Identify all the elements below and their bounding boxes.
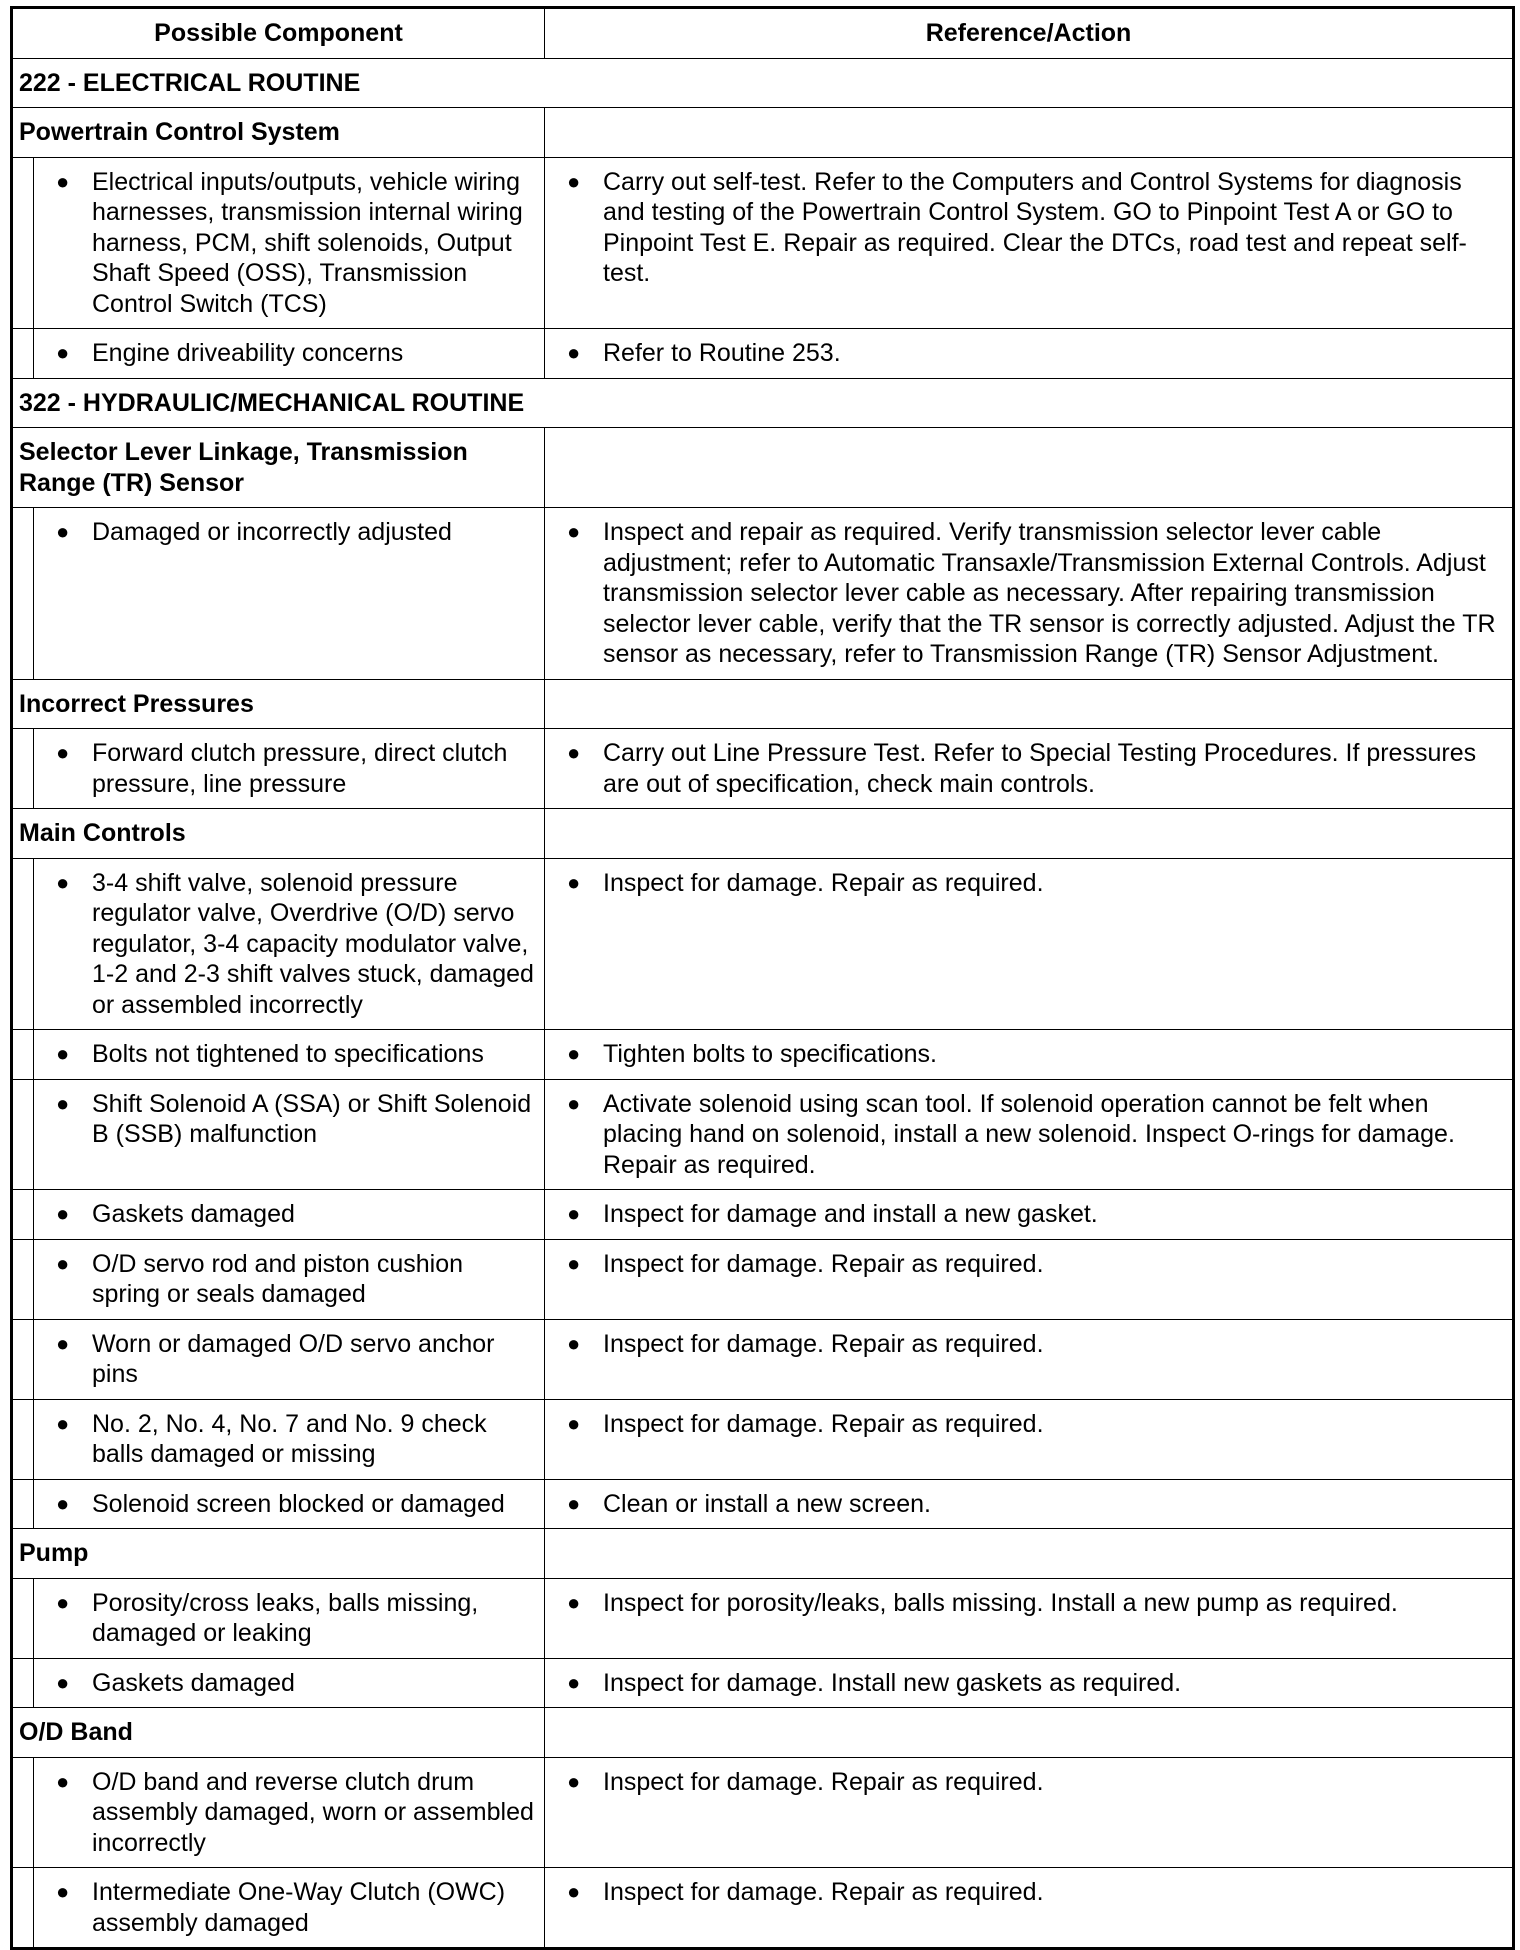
component-text: Electrical inputs/outputs, vehicle wiring harnesses, transmission internal wiring harness, PCM, shift solenoids, Output Shaft Speed (OSS), Transmission Control Switch (TCS) [92,167,523,318]
action-cell [545,1399,1514,1479]
action-text: Carry out self-test. Refer to the Computers and Control Systems for diagnosis and testing of the Powertrain Control System. GO to Pinpoint Test A or GO to Pinpoint Test E. Repair as required. Clear the DTCs, road test and repeat self-test. [603,167,1467,287]
group-title: Pump [12,1529,545,1579]
group-row [12,108,1514,158]
table-row [12,858,1514,1030]
action-cell [545,1239,1514,1319]
component-cell [12,508,545,680]
component-cell [12,1479,545,1529]
diagnosis-table [10,6,1515,1950]
action-cell [545,1658,1514,1708]
table-row [12,729,1514,809]
bullet-icon: ● [567,340,581,365]
action-text: Activate solenoid using scan tool. If solenoid operation cannot be felt when placing hand on solenoid, install a new solenoid. Inspect O-rings for damage. Repair as required. [603,1089,1455,1179]
action-text: Inspect for damage. Repair as required. [603,1329,1044,1358]
action-text: Inspect for damage. Repair as required. [603,1249,1044,1278]
section-title: 222 - ELECTRICAL ROUTINE [12,58,1514,108]
bullet-icon: ● [567,1041,581,1066]
table-header-row [12,8,1514,59]
component-text: O/D band and reverse clutch drum assembly damaged, worn or assembled incorrectly [92,1767,534,1857]
group-empty-cell [545,108,1514,158]
component-cell [12,1757,545,1868]
component-text: Worn or damaged O/D servo anchor pins [92,1329,495,1388]
component-text: Damaged or incorrectly adjusted [92,518,452,546]
bullet-icon: ● [56,1250,70,1276]
component-cell [12,1239,545,1319]
header-possible-component: Possible Component [12,8,545,59]
bullet-icon: ● [567,740,581,765]
table-row [12,1399,1514,1479]
action-cell [545,329,1514,379]
group-row [12,1708,1514,1758]
component-cell [12,858,545,1030]
bullet-icon: ● [567,869,581,895]
group-empty-cell [545,679,1514,729]
section-row [12,58,1514,108]
component-text: Engine driveability concerns [92,339,404,367]
bullet-icon: ● [567,1879,581,1904]
component-text: Gaskets damaged [92,1200,295,1228]
component-cell [12,157,545,329]
component-text: Porosity/cross leaks, balls missing, damaged or leaking [92,1588,479,1647]
action-text: Inspect for damage. Repair as required. [603,1878,1044,1906]
table-row [12,1868,1514,1949]
table-row [12,1190,1514,1240]
component-text: O/D servo rod and piston cushion spring or seals damaged [92,1249,464,1308]
bullet-icon: ● [56,1490,70,1516]
table-row [12,329,1514,379]
component-cell [12,1079,545,1190]
bullet-icon: ● [567,1330,581,1356]
group-title: Main Controls [12,809,545,859]
action-text: Inspect for porosity/leaks, balls missing. Install a new pump as required. [603,1588,1398,1617]
group-title: Incorrect Pressures [12,679,545,729]
component-cell [12,1319,545,1399]
component-text: Forward clutch pressure, direct clutch pressure, line pressure [92,739,508,798]
bullet-icon: ● [56,1410,70,1436]
action-cell [545,157,1514,329]
bullet-icon: ● [56,1041,70,1066]
component-text: Bolts not tightened to specifications [92,1040,484,1068]
bullet-icon: ● [567,1090,581,1116]
action-cell [545,1319,1514,1399]
table-row [12,1030,1514,1080]
bullet-icon: ● [56,1330,70,1356]
group-title: O/D Band [12,1708,545,1758]
table-row [12,1479,1514,1529]
bullet-icon: ● [567,1669,581,1695]
component-cell [12,1030,545,1080]
component-cell [12,1399,545,1479]
action-text: Clean or install a new screen. [603,1489,931,1518]
action-text: Inspect for damage. Install new gaskets as required. [603,1668,1182,1697]
table-row [12,1319,1514,1399]
component-text: Gaskets damaged [92,1668,295,1697]
group-row [12,1529,1514,1579]
bullet-icon: ● [567,1589,581,1615]
bullet-icon: ● [56,1201,70,1226]
component-cell [12,1578,545,1658]
bullet-icon: ● [567,168,581,194]
action-text: Refer to Routine 253. [603,339,841,367]
table-row [12,1658,1514,1708]
component-cell [12,729,545,809]
group-row [12,679,1514,729]
section-title: 322 - HYDRAULIC/MECHANICAL ROUTINE [12,378,1514,428]
action-cell [545,1757,1514,1868]
component-text: Intermediate One-Way Clutch (OWC) assembly damaged [92,1878,506,1937]
bullet-icon: ● [56,1768,70,1794]
action-text: Inspect for damage. Repair as required. [603,868,1044,897]
bullet-icon: ● [56,869,70,895]
group-row [12,809,1514,859]
component-cell [12,329,545,379]
action-cell [545,858,1514,1030]
section-row [12,378,1514,428]
bullet-icon: ● [567,1768,581,1794]
bullet-icon: ● [567,1490,581,1516]
component-cell [12,1658,545,1708]
bullet-icon: ● [567,1250,581,1276]
action-cell [545,1079,1514,1190]
component-text: 3-4 shift valve, solenoid pressure regulator valve, Overdrive (O/D) servo regulator, 3-4 capacity modulator valve, 1-2 and 2-3 shift valves stuck, damaged or assembled incorrectly [92,868,534,1019]
table-row [12,1578,1514,1658]
bullet-icon: ● [56,740,70,765]
group-row [12,428,1514,508]
table-row [12,1079,1514,1190]
group-title: Powertrain Control System [12,108,545,158]
bullet-icon: ● [567,1410,581,1436]
component-text: Shift Solenoid A (SSA) or Shift Solenoid B (SSB) malfunction [92,1089,532,1148]
component-cell [12,1868,545,1949]
group-title: Selector Lever Linkage, Transmission Range (TR) Sensor [12,428,545,508]
action-text: Carry out Line Pressure Test. Refer to Special Testing Procedures. If pressures are out of specification, check main controls. [603,739,1477,798]
action-text: Inspect and repair as required. Verify transmission selector lever cable adjustment; refer to Automatic Transaxle/Transmission External Controls. Adjust transmission selector lever cable as necessary. After repairing transmission selector lever cable, verify that the TR sensor is correctly adjusted. Adjust the TR sensor as necessary, refer to Transmission Range (TR) Sensor Adjustment. [603,518,1496,668]
action-cell [545,508,1514,680]
bullet-icon: ● [56,340,70,365]
component-cell [12,1190,545,1240]
action-text: Tighten bolts to specifications. [603,1040,937,1068]
bullet-icon: ● [56,1589,70,1615]
table-row [12,1757,1514,1868]
group-empty-cell [545,1529,1514,1579]
table-row [12,508,1514,680]
component-text: Solenoid screen blocked or damaged [92,1489,505,1518]
action-text: Inspect for damage. Repair as required. [603,1409,1044,1438]
component-text: No. 2, No. 4, No. 7 and No. 9 check balls damaged or missing [92,1409,487,1468]
header-reference-action: Reference/Action [545,8,1514,59]
action-text: Inspect for damage. Repair as required. [603,1767,1044,1796]
bullet-icon: ● [56,1879,70,1904]
bullet-icon: ● [56,519,70,544]
bullet-icon: ● [567,1201,581,1226]
bullet-icon: ● [56,168,70,194]
group-empty-cell [545,428,1514,508]
table-row [12,157,1514,329]
action-cell [545,1190,1514,1240]
bullet-icon: ● [56,1669,70,1695]
bullet-icon: ● [56,1090,70,1116]
group-empty-cell [545,809,1514,859]
action-cell [545,1479,1514,1529]
action-cell [545,1868,1514,1949]
bullet-icon: ● [567,519,581,544]
action-cell [545,1030,1514,1080]
group-empty-cell [545,1708,1514,1758]
table-row [12,1239,1514,1319]
page [10,6,1512,1950]
action-cell [545,729,1514,809]
action-cell [545,1578,1514,1658]
action-text: Inspect for damage and install a new gasket. [603,1200,1098,1228]
